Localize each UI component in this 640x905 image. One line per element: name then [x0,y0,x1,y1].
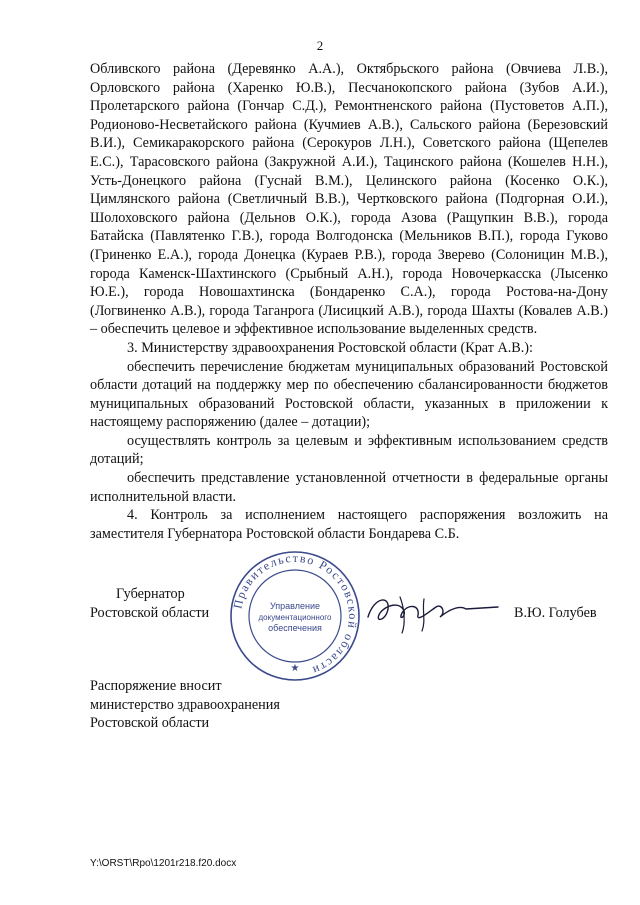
signatory-name: В.Ю. Голубев [514,605,597,621]
paragraph-districts: Обливского района (Деревянко А.А.), Октябрьского района (Овчиева Л.В.), Орловского района (Харенко Ю.В.), Песчанокопского района (Зубов А.И.), Пролетарского района (Гончар С.Д.), Ремонтненского района (Пустоветов А.П.), Родионово-Несветайского района (Кучмиев А.В.), Сальского района (Березовский В.И.), Семикаракорского района (Серокуров Л.Н.), Советского района (Щепелев Е.С.), Тарасовского района (Закружной А.И.), Тацинского района (Кошелев Н.Н.), Усть-Донецкого района (Гуснай В.М.), Целинского района (Косенко О.К.), Цимлянского района (Светличный В.В.), Чертковского района (Подгорная О.И.), Шолоховского района (Дельнов О.К.), города Азова (Ращупкин В.В.), города Батайска (Павлятенко Г.В.), города Волгодонска (Мельников В.П.), города Гуково (Гриненко Е.А.), города Донецка (Кураев Р.В.), города Зверево (Солоницин М.В.), города Каменск-Шахтинского (Срыбный А.Н.), города Новочеркасска (Лысенко Ю.Е.), города Новошахтинска (Бондаренко С.А.), города Ростова-на-Дону (Логвиненко А.В.), города Таганрога (Лисицкий А.В.), города Шахты (Ковалев А.В.) – обеспечить целевое и эффективное использование выделенных средств. [90,61,608,338]
submitter-line1: Распоряжение вносит [90,678,222,694]
document-body [90,60,608,543]
official-stamp [228,549,362,683]
signature-title-line1: Губернатор [116,586,185,602]
stamp-inner-line1: Управление [269,601,321,611]
paragraph-control: осуществлять контроль за целевым и эффективным использованием средств дотаций; [90,432,608,468]
stamp-star-icon: ★ [290,663,300,674]
submitter-block [90,677,280,733]
submitter-line2: министерство здравоохранения [90,696,280,713]
file-path-footer: Y:\ORST\Rpo\1201r218.f20.docx [90,858,237,869]
paragraph-item-3: 3. Министерству здравоохранения Ростовской области (Крат А.В.): [127,339,533,356]
submitter-line3: Ростовской области [90,715,210,732]
signature-title [90,585,209,622]
stamp-outer-text: Правительство Ростовской области [230,550,361,679]
paragraph-reporting: обеспечить представление установленной отчетности в федеральные органы исполнительной власти. [90,470,608,505]
signature-title-line2: Ростовской области [90,604,210,621]
paragraph-item-4: 4. Контроль за исполнением настоящего распоряжения возложить на заместителя Губернатора Ростовской области Бондарева С.Б. [90,507,608,542]
page-number: 2 [316,38,324,53]
stamp-inner-line2: документационного [258,613,332,622]
paragraph-ensure-transfer: обеспечить перечисление бюджетам муниципальных образований Ростовской области дотаций на поддержку мер по обеспечению сбалансированности бюджетов муниципальных образований Ростовской области, указанных в приложении к настоящему распоряжению (далее – дотации); [90,358,608,431]
handwritten-signature [360,587,510,637]
stamp-inner-line3: обеспечения [268,623,322,633]
